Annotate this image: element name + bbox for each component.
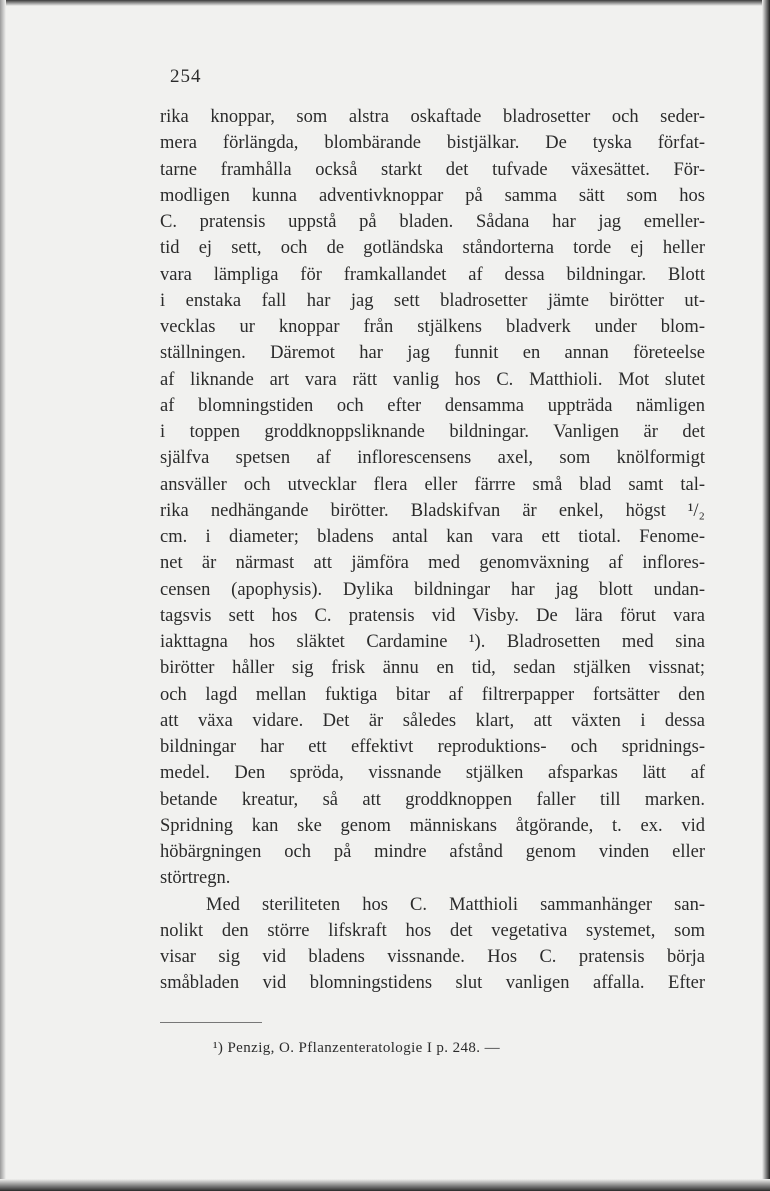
text-line: Spridning kan ske genom människans åtgörande, t. ex. vid <box>160 815 705 836</box>
scan-border-bottom <box>0 1179 770 1191</box>
page-number: 254 <box>170 66 202 87</box>
text-line: tarne framhålla också starkt det tufvade växesättet. För- <box>160 159 705 180</box>
text-line: tagsvis sett hos C. pratensis vid Visby. De lära förut vara <box>160 605 705 626</box>
text-line: ställningen. Däremot har jag funnit en annan företeelse <box>160 343 705 364</box>
text-line: medel. Den spröda, vissnande stjälken afsparkas lätt af <box>160 763 705 784</box>
text-line: mera förlängda, blombärande bistjälkar. De tyska förfat- <box>160 133 705 154</box>
text-line: själfva spetsen af inflorescensens axel, som knölformigt <box>160 448 705 469</box>
text-line: net är närmast att jämföra med genomväxning af inflores- <box>160 553 705 574</box>
text-line: vecklas ur knoppar från stjälkens bladverk under blom- <box>160 317 705 337</box>
text-line: vara lämpliga för framkallandet af dessa bildningar. Blott <box>160 264 705 285</box>
text-line: höbärgningen och på mindre afstånd genom vinden eller <box>160 842 705 862</box>
text-line: rika nedhängande birötter. Bladskifvan är enkel, högst ¹/₂ <box>160 500 705 521</box>
text-line: tid ej sett, och de gotländska ståndorterna torde ej heller <box>160 238 705 259</box>
text-line: censen (apophysis). Dylika bildningar har jag blott undan- <box>160 579 705 600</box>
text-line: bildningar har ett effektivt reproduktions- och spridnings- <box>160 737 705 757</box>
text-line: i enstaka fall har jag sett bladrosetter jämte birötter ut- <box>160 290 705 311</box>
text-line: att växa vidare. Det är således klart, att växten i dessa <box>160 710 705 731</box>
text-line: birötter håller sig frisk ännu en tid, sedan stjälken vissnat; <box>160 658 705 679</box>
body-text <box>160 104 705 997</box>
text-line: visar sig vid bladens vissnande. Hos C. pratensis börja <box>160 947 705 967</box>
text-line: cm. i diameter; bladens antal kan vara ett tiotal. Fenome- <box>160 527 705 547</box>
footnote: ¹) Penzig, O. Pflanzenteratologie I p. 248. — <box>213 1040 501 1056</box>
text-line: ansväller och utvecklar flera eller färrre små blad samt tal- <box>160 474 705 495</box>
text-line: småbladen vid blomningstidens slut vanligen affalla. Efter <box>160 973 705 994</box>
text-line: nolikt den större lifskraft hos det vegetativa systemet, som <box>160 920 705 941</box>
text-line: störtregn. <box>160 868 231 889</box>
text-line: och lagd mellan fuktiga bitar af filtrerpapper fortsätter den <box>160 684 705 705</box>
text-line: af liknande art vara rätt vanlig hos C. Matthioli. Mot slutet <box>160 369 705 390</box>
text-line: Med steriliteten hos C. Matthioli sammanhänger san- <box>206 894 705 915</box>
text-line: betande kreatur, så att groddknoppen faller till marken. <box>160 789 705 810</box>
text-line: i toppen groddknoppsliknande bildningar. Vanligen är det <box>160 422 705 442</box>
scan-border-right <box>762 0 770 1191</box>
scan-border-top <box>0 0 770 6</box>
text-line: modligen kunna adventivknoppar på samma sätt som hos <box>160 185 705 206</box>
text-line: af blomningstiden och efter densamma uppträda nämligen <box>160 395 705 416</box>
scan-border-left <box>0 0 6 1191</box>
text-line: C. pratensis uppstå på bladen. Sådana har jag emeller- <box>160 212 705 232</box>
text-line: iakttagna hos släktet Cardamine ¹). Bladrosetten med sina <box>160 632 705 652</box>
footnote-divider <box>160 1022 262 1023</box>
text-line: rika knoppar, som alstra oskaftade bladrosetter och seder- <box>160 107 705 127</box>
